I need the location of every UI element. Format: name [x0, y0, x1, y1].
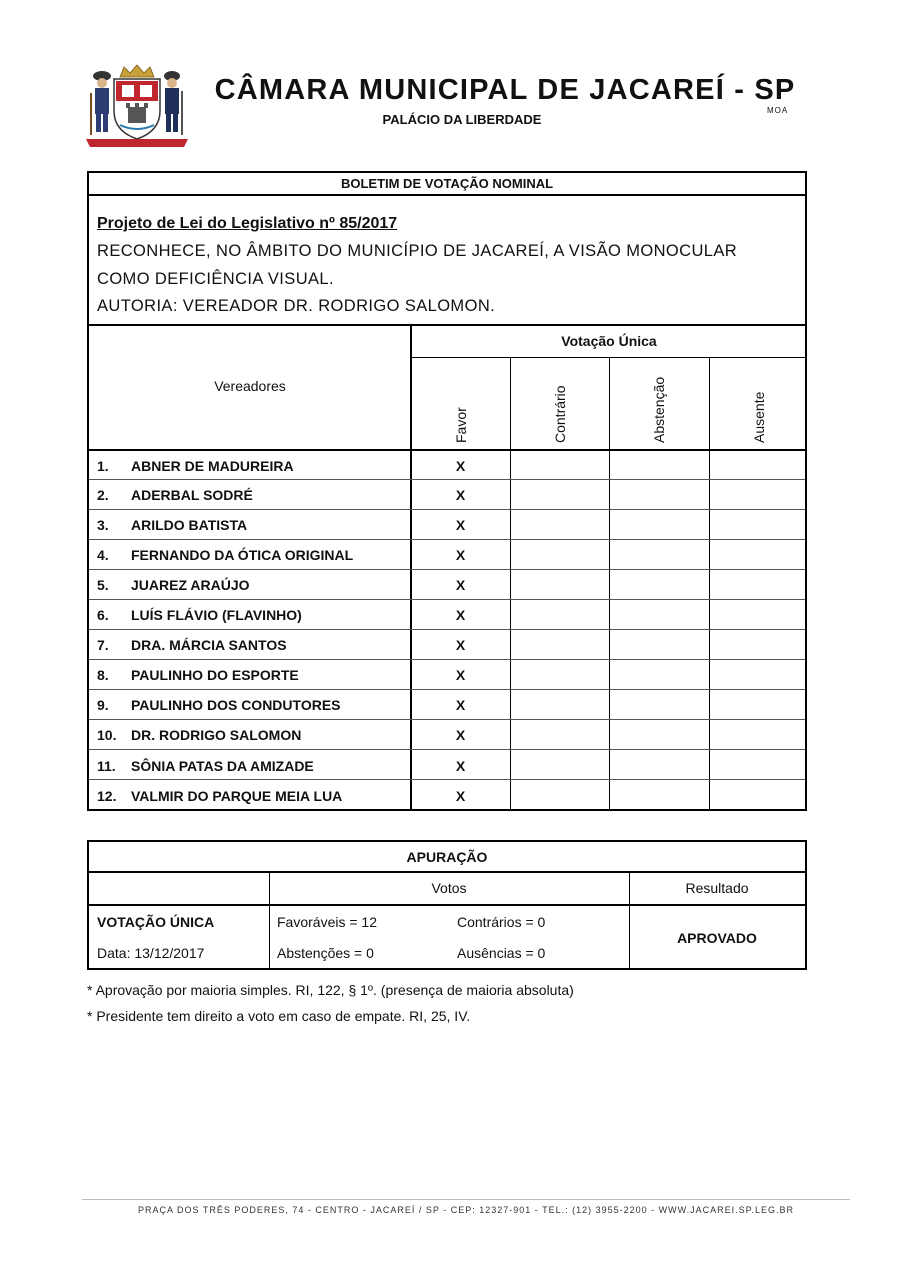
row-divider [89, 629, 805, 630]
councilor-name: JUAREZ ARAÚJO [131, 577, 250, 593]
favor-mark: X [455, 758, 466, 774]
row-divider [89, 689, 805, 690]
row-number: 5. [97, 577, 109, 593]
tally-heading: APURAÇÃO [406, 849, 488, 865]
tally-table [87, 840, 807, 970]
result-column-header: Resultado [685, 880, 749, 896]
page-title: CÂMARA MUNICIPAL DE JACAREÍ - SP [214, 74, 796, 106]
councilor-name: ARILDO BATISTA [131, 517, 248, 533]
absence-count: Ausências = 0 [457, 945, 546, 961]
favor-mark: X [455, 607, 466, 623]
divider [510, 358, 511, 811]
voting-type: VOTAÇÃO ÚNICA [97, 914, 215, 930]
row-number: 6. [97, 607, 109, 623]
row-number: 2. [97, 487, 109, 503]
footer-address: PRAÇA DOS TRÊS PODERES, 74 - CENTRO - JACAREÍ / SP - CEP: 12327-901 - TEL.: (12) 3955-2200 - WWW.JACAREI.SP.LEG.BR [137, 1205, 794, 1215]
councilor-name: FERNANDO DA ÓTICA ORIGINAL [131, 547, 354, 563]
voting-date: Data: 13/12/2017 [97, 945, 205, 961]
row-number: 1. [97, 458, 109, 474]
row-divider [89, 539, 805, 540]
row-number: 8. [97, 667, 109, 683]
divider [89, 871, 805, 873]
column-header-contrario: Contrário [552, 385, 568, 443]
bill-title: Projeto de Lei do Legislativo nº 85/2017 [97, 215, 398, 232]
row-divider [89, 479, 805, 480]
row-number: 3. [97, 517, 109, 533]
favor-mark: X [455, 547, 466, 563]
page-subtitle: PALÁCIO DA LIBERDADE [382, 112, 542, 127]
row-divider [89, 509, 805, 510]
favor-mark: X [455, 517, 466, 533]
row-number: 12. [97, 788, 117, 804]
councilors-column-header: Vereadores [214, 378, 286, 394]
row-divider [89, 569, 805, 570]
row-number: 9. [97, 697, 109, 713]
favor-count: Favoráveis = 12 [277, 914, 377, 930]
coat-of-arms-logo [82, 63, 192, 153]
column-header-favor: Favor [453, 407, 469, 443]
favor-mark: X [455, 788, 466, 804]
column-header-ausente: Ausente [751, 391, 767, 443]
divider [89, 904, 805, 906]
bill-description-line: RECONHECE, NO ÂMBITO DO MUNICÍPIO DE JACAREÍ, A VISÃO MONOCULAR [97, 242, 738, 260]
moa-label: MOA [767, 106, 789, 115]
row-divider [89, 599, 805, 600]
favor-mark: X [455, 727, 466, 743]
divider [89, 324, 805, 326]
favor-mark: X [455, 458, 466, 474]
divider [609, 358, 610, 811]
row-divider [89, 779, 805, 780]
councilor-name: SÔNIA PATAS DA AMIZADE [131, 758, 314, 774]
councilor-name: VALMIR DO PARQUE MEIA LUA [131, 788, 343, 804]
footer-divider [82, 1199, 850, 1200]
row-divider [89, 659, 805, 660]
row-number: 11. [97, 758, 116, 774]
councilor-name: PAULINHO DOS CONDUTORES [131, 697, 341, 713]
favor-mark: X [455, 577, 466, 593]
footnote: * Aprovação por maioria simples. RI, 122, § 1º. (presença de maioria absoluta) [87, 982, 574, 998]
row-number: 7. [97, 637, 109, 653]
row-number: 10. [97, 727, 117, 743]
against-count: Contrários = 0 [457, 914, 546, 930]
councilor-name: ABNER DE MADUREIRA [131, 458, 294, 474]
row-divider [89, 749, 805, 750]
divider [411, 357, 805, 358]
abstention-count: Abstenções = 0 [277, 945, 374, 961]
councilor-name: LUÍS FLÁVIO (FLAVINHO) [131, 607, 302, 623]
divider [89, 194, 805, 196]
councilor-name: DR. RODRIGO SALOMON [131, 727, 302, 743]
row-number: 4. [97, 547, 109, 563]
councilor-name: ADERBAL SODRÉ [131, 487, 253, 503]
divider [709, 358, 710, 811]
favor-mark: X [455, 697, 466, 713]
footnote: * Presidente tem direito a voto em caso de empate. RI, 25, IV. [87, 1008, 471, 1024]
voting-bulletin-table [87, 171, 807, 811]
bill-description-line: COMO DEFICIÊNCIA VISUAL. [97, 270, 334, 288]
result-value: APROVADO [677, 930, 757, 946]
bill-author: AUTORIA: VEREADOR DR. RODRIGO SALOMON. [97, 297, 496, 315]
councilor-name: DRA. MÁRCIA SANTOS [131, 637, 287, 653]
divider [89, 449, 805, 451]
column-header-abstencao: Abstenção [651, 376, 667, 443]
favor-mark: X [455, 487, 466, 503]
favor-mark: X [455, 667, 466, 683]
councilor-name: PAULINHO DO ESPORTE [131, 667, 299, 683]
votes-column-header: Votos [431, 880, 467, 896]
row-divider [89, 719, 805, 720]
voting-header: Votação Única [561, 333, 657, 349]
favor-mark: X [455, 637, 466, 653]
bulletin-heading: BOLETIM DE VOTAÇÃO NOMINAL [340, 176, 554, 191]
